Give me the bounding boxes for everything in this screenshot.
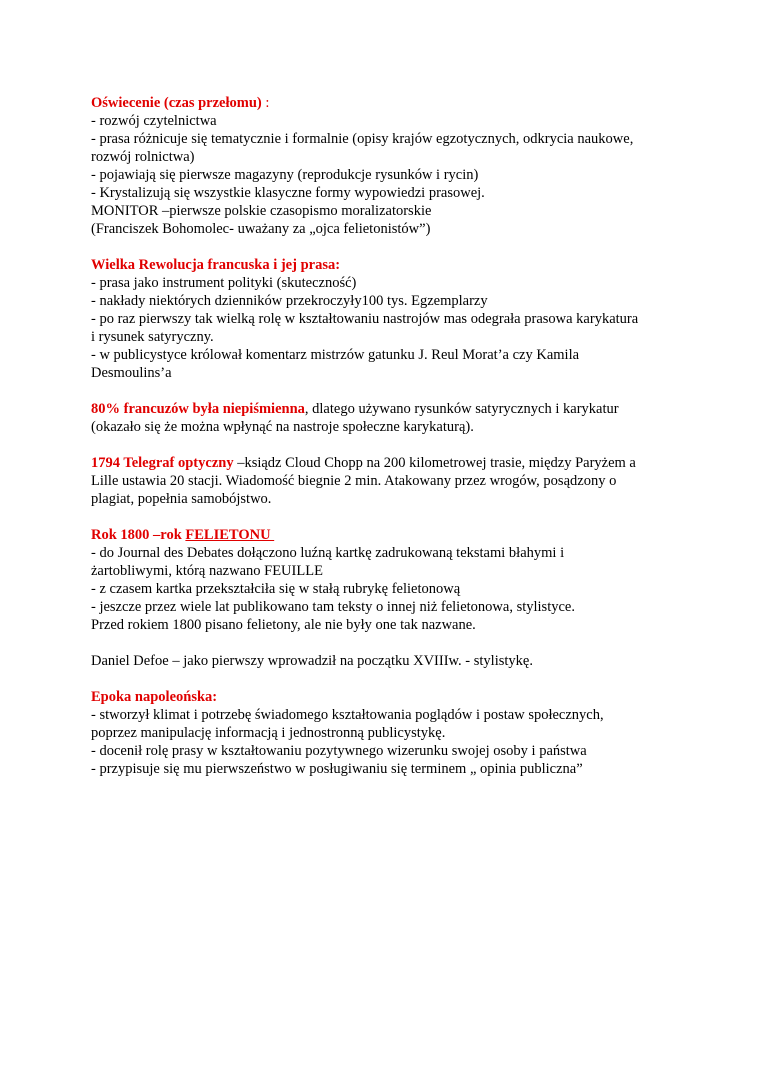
section-napoleon bbox=[91, 688, 700, 778]
section-francuzi bbox=[91, 400, 700, 436]
section-heading: 1794 Telegraf optyczny bbox=[91, 455, 234, 471]
text-line: poprzez manipulację informacją i jednostronną publicystykę. bbox=[91, 725, 446, 741]
paragraph-gap bbox=[91, 238, 700, 256]
paragraph-gap bbox=[91, 382, 700, 400]
text-inline: –ksiądz Cloud Chopp na 200 kilometrowej trasie, między Paryżem a bbox=[233, 455, 636, 471]
section-oswiecenie bbox=[91, 94, 700, 238]
text-line: - prasa jako instrument polityki (skuteczność) bbox=[91, 275, 357, 291]
section-telegraf bbox=[91, 454, 700, 508]
text-line: - pojawiają się pierwsze magazyny (reprodukcje rysunków i rycin) bbox=[91, 167, 479, 183]
text-line: - stworzył klimat i potrzebę świadomego kształtowania poglądów i postaw społecznych, bbox=[91, 707, 604, 723]
text-line: Desmoulins’a bbox=[91, 365, 172, 381]
section-rok1800 bbox=[91, 526, 700, 634]
paragraph-gap bbox=[91, 508, 700, 526]
text-line: plagiat, popełnia samobójstwo. bbox=[91, 491, 272, 507]
text-line: - Krystalizują się wszystkie klasyczne formy wypowiedzi prasowej. bbox=[91, 185, 485, 201]
paragraph-gap bbox=[91, 670, 700, 688]
text-line: i rysunek satyryczny. bbox=[91, 329, 214, 345]
text-line: - do Journal des Debates dołączono luźną kartkę zadrukowaną tekstami błahymi i bbox=[91, 545, 565, 561]
text-line: - z czasem kartka przekształciła się w stałą rubrykę felietonową bbox=[91, 581, 461, 597]
text-line: Lille ustawia 20 stacji. Wiadomość biegnie 2 min. Atakowany przez wrogów, posądzony o bbox=[91, 473, 617, 489]
text-line: - nakłady niektórych dzienników przekroczyły100 tys. Egzemplarzy bbox=[91, 293, 488, 309]
section-heading-underlined: FELIETONU bbox=[185, 527, 275, 543]
paragraph-gap bbox=[91, 634, 700, 652]
text-line: Przed rokiem 1800 pisano felietony, ale nie były one tak nazwane. bbox=[91, 617, 476, 633]
text-line: - docenił rolę prasy w kształtowaniu pozytywnego wizerunku swojej osoby i państwa bbox=[91, 743, 587, 759]
section-heading: Oświecenie (czas przełomu) bbox=[91, 95, 262, 111]
text-line: - w publicystyce królował komentarz mistrzów gatunku J. Reul Morat’a czy Kamila bbox=[91, 347, 580, 363]
section-heading: Wielka Rewolucja francuska i jej prasa: bbox=[91, 257, 341, 273]
section-heading: 80% francuzów była niepiśmienna bbox=[91, 401, 305, 417]
text-line: rozwój rolnictwa) bbox=[91, 149, 195, 165]
text-line: - przypisuje się mu pierwszeństwo w posługiwaniu się terminem „ opinia publiczna” bbox=[91, 761, 583, 777]
heading-suffix: : bbox=[261, 95, 270, 111]
text-line: żartobliwymi, którą nazwano FEUILLE bbox=[91, 563, 323, 579]
section-heading: Rok 1800 –rok bbox=[91, 527, 186, 543]
text-inline: , dlatego używano rysunków satyrycznych i karykatur bbox=[304, 401, 619, 417]
text-line: (okazało się że można wpłynąć na nastroje społeczne karykaturą). bbox=[91, 419, 474, 435]
text-line: - jeszcze przez wiele lat publikowano tam teksty o innej niż felietonowa, stylistyce. bbox=[91, 599, 575, 615]
text-line: Daniel Defoe – jako pierwszy wprowadził na początku XVIIIw. - stylistykę. bbox=[91, 653, 533, 669]
text-line: (Franciszek Bohomolec- uważany za „ojca felietonistów”) bbox=[91, 221, 431, 237]
text-line: - rozwój czytelnictwa bbox=[91, 113, 217, 129]
text-line: - po raz pierwszy tak wielką rolę w kształtowaniu nastrojów mas odegrała prasowa karykatura bbox=[91, 311, 639, 327]
text-line: MONITOR –pierwsze polskie czasopismo moralizatorskie bbox=[91, 203, 432, 219]
section-rewolucja bbox=[91, 256, 700, 382]
section-heading: Epoka napoleońska: bbox=[91, 689, 218, 705]
section-defoe bbox=[91, 652, 700, 670]
paragraph-gap bbox=[91, 436, 700, 454]
text-line: - prasa różnicuje się tematycznie i formalnie (opisy krajów egzotycznych, odkrycia naukowe, bbox=[91, 131, 634, 147]
